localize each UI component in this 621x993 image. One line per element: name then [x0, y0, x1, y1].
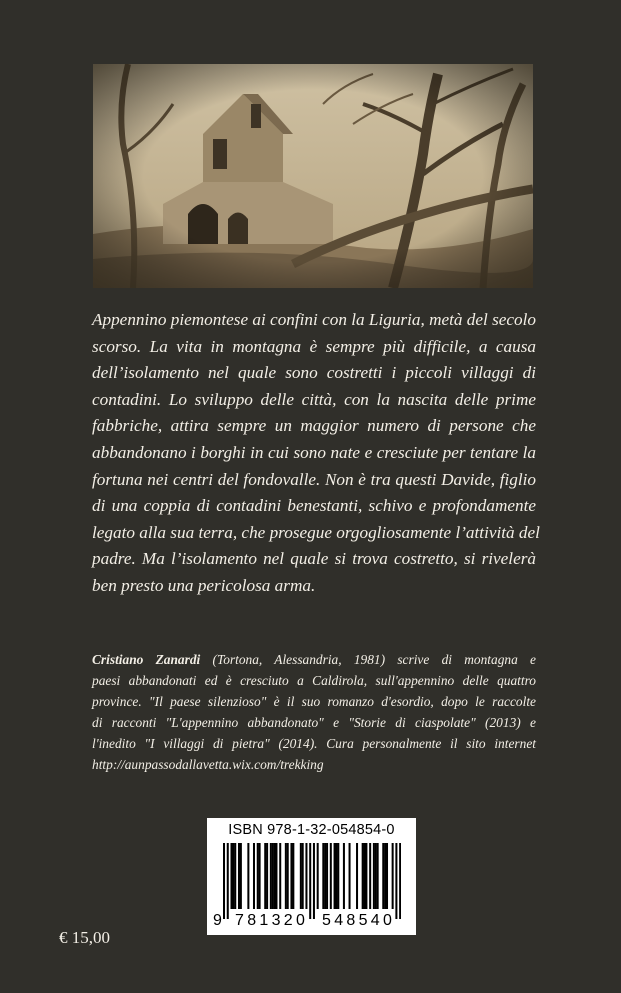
- synopsis-text: [92, 307, 540, 600]
- barcode-bar: [292, 843, 294, 909]
- barcode-bar: [232, 843, 234, 909]
- barcode-bar: [223, 843, 225, 919]
- synopsis-line: di una coppia di contadini benestanti, schivo e profondamente: [92, 496, 536, 516]
- cover-photo-old-stone-church: [93, 64, 533, 288]
- barcode-bar: [287, 843, 289, 909]
- synopsis-line: Appennino piemontese ai confini con la Liguria, metà del secolo: [92, 310, 536, 329]
- synopsis-line: fabbriche, attira sempre un maggior numero di persone che: [92, 416, 536, 436]
- bio-line: di racconti "L'appennino abbandonato" e "Storie di ciaspolate" (2013) e: [92, 715, 536, 730]
- synopsis-line: ben presto una pericolosa arma.: [92, 575, 316, 595]
- bio-line-rest: (Tortona, Alessandria, 1981) scrive di montagna e: [200, 652, 536, 667]
- synopsis-line: fortuna nei centri del fondovalle. Non è tra questi Davide, figlio: [92, 469, 536, 489]
- synopsis-line: abbandonano i borghi in cui sono nate e cresciute per tentare la: [92, 442, 536, 462]
- barcode-bar: [326, 843, 328, 909]
- barcode-bar: [259, 843, 261, 909]
- barcode-bar: [384, 843, 386, 909]
- barcode-bar: [266, 843, 268, 909]
- barcode-bar: [227, 843, 229, 919]
- barcode-bar: [270, 843, 272, 909]
- barcode-digits-left: 781320: [235, 912, 309, 929]
- synopsis-line: dell’isolamento nel quale sono costretti i piccoli villaggi di: [92, 363, 536, 383]
- bio-line: paesi abbandonati ed è cresciuto a Caldirola, sull'appennino delle quattro: [92, 673, 536, 688]
- barcode-bar: [337, 843, 339, 909]
- barcode-bar: [356, 843, 358, 909]
- bio-line: l'inedito "I villaggi di pietra" (2014). Cura personalmente il sito internet: [92, 736, 536, 751]
- barcode-bar: [247, 843, 249, 909]
- barcode-bar: [317, 843, 319, 909]
- barcode-digit-first: 9: [213, 912, 222, 929]
- isbn-label: ISBN 978-1-32-054854-0: [228, 822, 395, 838]
- barcode-bar: [334, 843, 336, 909]
- barcode-bar: [272, 843, 274, 909]
- isbn-barcode: [207, 818, 416, 935]
- barcode-bar: [305, 843, 307, 909]
- barcode-bars: [223, 843, 401, 919]
- author-name: Cristiano Zanardi: [92, 652, 201, 667]
- barcode-bar: [324, 843, 326, 909]
- barcode-bar: [364, 843, 366, 909]
- barcode-bar: [382, 843, 384, 909]
- barcode-bar: [373, 843, 375, 909]
- barcode-bar: [285, 843, 287, 909]
- barcode-bar: [313, 843, 315, 919]
- barcode-bar: [392, 843, 394, 909]
- bio-line: [92, 649, 536, 670]
- barcode-bar: [375, 843, 377, 909]
- barcode-digits-right: 548540: [322, 912, 396, 929]
- barcode-bar: [275, 843, 277, 909]
- barcode-bar: [369, 843, 371, 909]
- barcode-bar: [365, 843, 367, 909]
- barcode-bar: [257, 843, 259, 909]
- price-label: € 15,00: [59, 928, 110, 947]
- barcode-bar: [349, 843, 351, 909]
- author-bio: [92, 649, 536, 775]
- author-website-link: http://aunpassodallavetta.wix.com/trekking: [92, 757, 324, 772]
- barcode-bar: [264, 843, 266, 909]
- barcode-bar: [386, 843, 388, 909]
- barcode-bar: [240, 843, 242, 909]
- barcode-bar: [302, 843, 304, 909]
- barcode-bar: [362, 843, 364, 909]
- barcode-bar: [279, 843, 281, 909]
- barcode-bar: [399, 843, 401, 919]
- barcode-bar: [253, 843, 255, 909]
- barcode-bar: [330, 843, 332, 909]
- barcode-bar: [395, 843, 397, 919]
- bio-line: province. "Il paese silenzioso" è il suo romanzo d'esordio, dopo le raccolte: [92, 694, 536, 709]
- barcode-bar: [300, 843, 302, 909]
- barcode-bar: [274, 843, 276, 909]
- synopsis-line: contadini. Lo sviluppo delle città, con la nascita delle prime: [92, 389, 536, 409]
- barcode-bar: [335, 843, 337, 909]
- barcode-bar: [238, 843, 240, 909]
- barcode-bar: [309, 843, 311, 919]
- barcode-bar: [230, 843, 232, 909]
- synopsis-line: padre. Ma l’isolamento nel quale si trova costretto, si rivelerà: [92, 549, 536, 569]
- barcode-bar: [290, 843, 292, 909]
- synopsis-line: scorso. La vita in montagna è sempre più difficile, a causa: [92, 336, 536, 356]
- barcode-bar: [377, 843, 379, 909]
- synopsis-line: legato alla sua terra, che prosegue orgogliosamente l’attività del: [92, 522, 540, 542]
- barcode-bar: [234, 843, 236, 909]
- barcode-bar: [322, 843, 324, 909]
- barcode-bar: [343, 843, 345, 909]
